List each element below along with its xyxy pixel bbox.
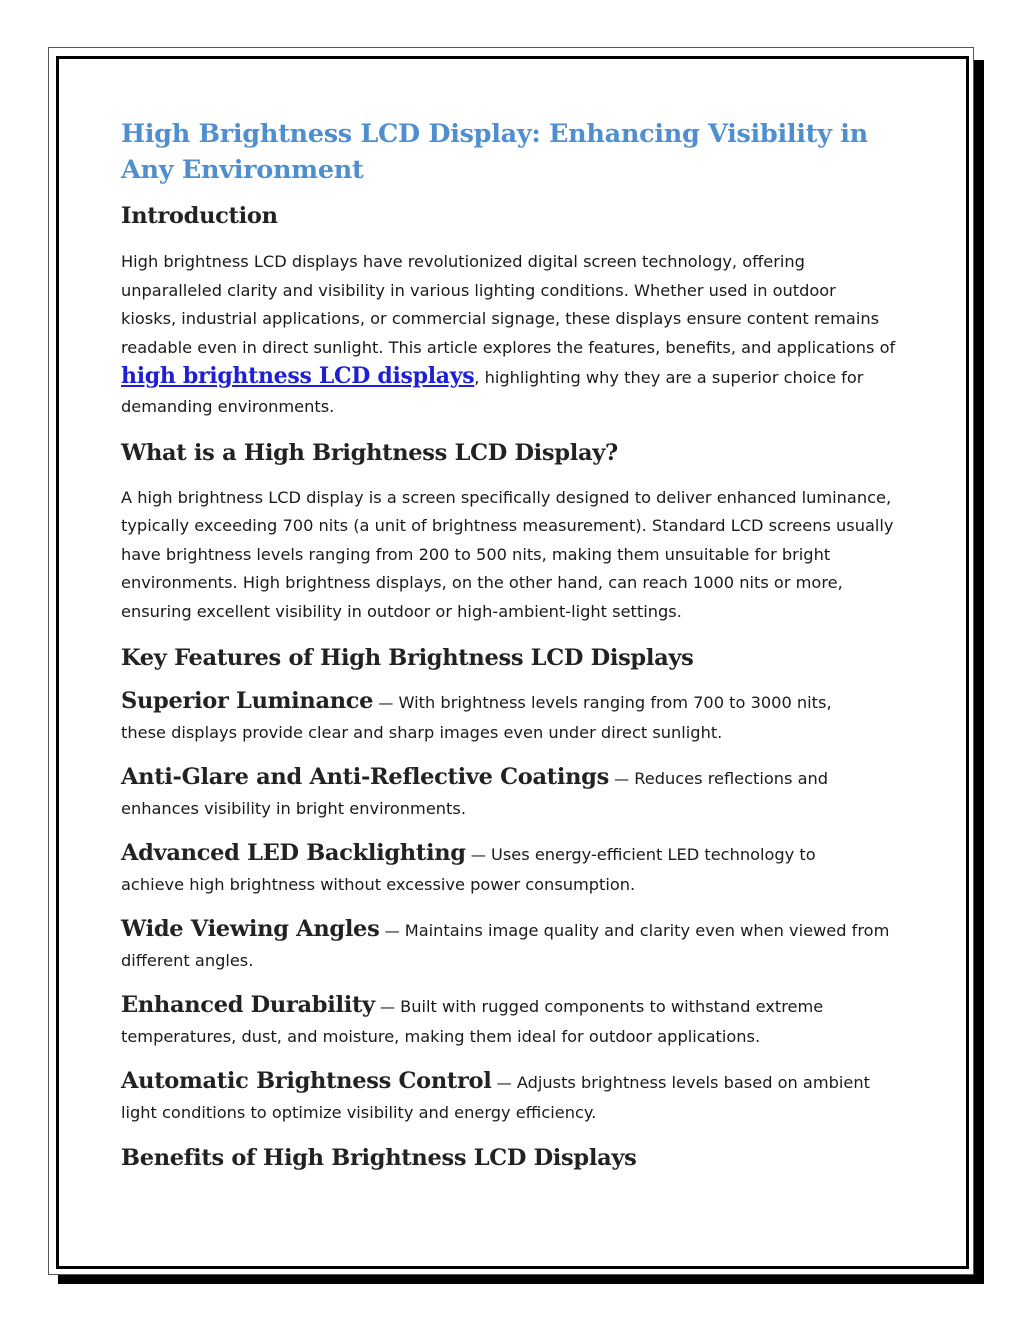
feature-separator: — (470, 845, 486, 864)
feature-title: Enhanced Durability (121, 991, 375, 1018)
introduction-heading: Introduction (121, 203, 278, 229)
feature-separator: — (378, 693, 394, 712)
what-is-heading: What is a High Brightness LCD Display? (121, 439, 618, 466)
introduction-text-before-link: High brightness LCD displays have revolutionized digital screen technology, offering unparalleled clarity and visibility in various lighting conditions. Whether used in outdoor kiosks, industrial applications, or commercial signage, these displays ensure content remains readable even in direct sunlight. This article explores the features, benefits, and applications of (121, 252, 896, 357)
high-brightness-lcd-link[interactable]: high brightness LCD displays (121, 363, 475, 390)
feature-text: Uses energy-efficient LED technology to achieve high brightness without excessive power consumption. (121, 844, 816, 894)
feature-item (121, 687, 881, 747)
key-features-heading: Key Features of High Brightness LCD Displays (121, 644, 694, 671)
feature-title: Superior Luminance (121, 687, 374, 714)
feature-separator: — (384, 921, 400, 940)
what-is-paragraph: A high brightness LCD display is a screen specifically designed to deliver enhanced luminance, typically exceeding 700 nits (a unit of brightness measurement). Standard LCD screens usually have brightness levels ranging from 200 to 500 nits, making them unsuitable for bright environments. High brightness displays, on the other hand, can reach 1000 nits or more, ensuring excellent visibility in outdoor or high-ambient-light settings. (121, 487, 894, 621)
feature-text: Maintains image quality and clarity even when viewed from different angles. (121, 920, 890, 970)
key-features-list (121, 687, 911, 1127)
document-title: High Brightness LCD Display: Enhancing Visibility in Any Environment (121, 119, 868, 185)
feature-text: Reduces reflections and enhances visibility in bright environments. (121, 768, 829, 818)
feature-text: Adjusts brightness levels based on ambient light conditions to optimize visibility and energy efficiency. (121, 1072, 870, 1122)
feature-text: Built with rugged components to withstand extreme temperatures, dust, and moisture, making them ideal for outdoor applications. (121, 996, 824, 1046)
feature-item (121, 1067, 881, 1127)
feature-separator: — (380, 997, 395, 1016)
feature-separator: — (614, 769, 630, 788)
feature-item (121, 839, 881, 899)
introduction-paragraph (121, 248, 896, 422)
feature-item (121, 763, 881, 823)
feature-separator: — (496, 1073, 512, 1092)
feature-item (121, 991, 891, 1051)
benefits-heading: Benefits of High Brightness LCD Displays (121, 1144, 637, 1171)
feature-item (121, 915, 891, 975)
introduction-text-after-link: , highlighting why they are a superior choice for demanding environments. (121, 368, 864, 416)
feature-title: Automatic Brightness Control (121, 1067, 492, 1094)
feature-title: Advanced LED Backlighting (121, 839, 466, 866)
feature-text: With brightness levels ranging from 700 to 3000 nits, these displays provide clear and sharp images even under direct sunlight. (121, 692, 832, 742)
document-content (121, 116, 911, 1173)
feature-title: Anti-Glare and Anti-Reflective Coatings (121, 763, 609, 790)
feature-title: Wide Viewing Angles (121, 915, 380, 942)
